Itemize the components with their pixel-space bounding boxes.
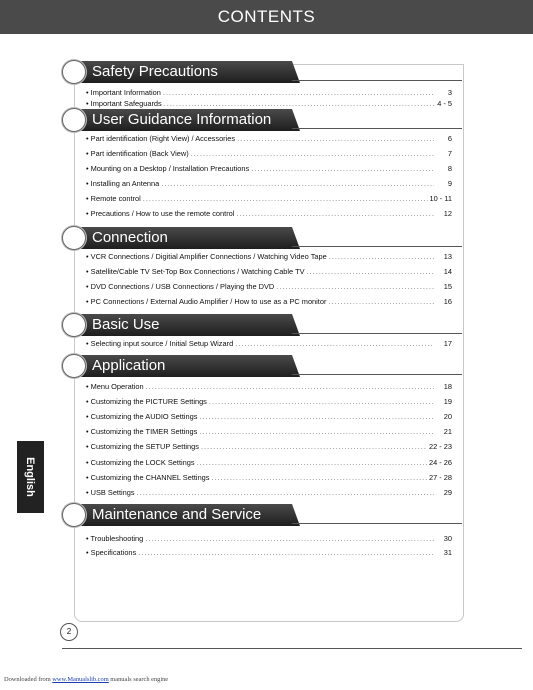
toc-entry-page: 3	[447, 88, 452, 97]
dot-leader	[138, 547, 434, 558]
footer	[4, 676, 168, 683]
circle-icon	[62, 503, 86, 527]
dot-leader	[146, 381, 434, 392]
page-title: CONTENTS	[217, 7, 316, 26]
toc-entry-label: • Important Information	[86, 88, 161, 97]
dot-leader	[209, 396, 434, 407]
circle-icon	[62, 60, 86, 84]
toc-entry-label: • Selecting input source / Initial Setup Wizard	[86, 339, 234, 348]
section-header-application	[62, 354, 305, 378]
toc-entry[interactable]	[86, 411, 452, 422]
toc-entry-page: 8	[447, 164, 452, 173]
toc-entry[interactable]	[86, 87, 452, 98]
section-title: User Guidance Information	[92, 111, 272, 128]
circle-icon	[62, 108, 86, 132]
toc-entry[interactable]	[86, 441, 452, 452]
toc-entry[interactable]	[86, 487, 452, 498]
toc-entry-page: 18	[443, 382, 452, 391]
header-bar	[0, 0, 533, 34]
section-title: Maintenance and Service	[92, 506, 262, 523]
toc-entry[interactable]	[86, 338, 452, 349]
toc-entry[interactable]	[86, 472, 452, 483]
toc-entry-page: 13	[443, 252, 452, 261]
toc-entry-page: 6	[447, 134, 452, 143]
dot-leader	[251, 163, 434, 174]
toc-entry-label: • Part identification (Right View) / Accessories	[86, 134, 236, 143]
toc-entry-label: • Specifications	[86, 548, 137, 557]
bottom-divider	[62, 648, 522, 649]
footer-prefix: Downloaded from	[4, 676, 51, 683]
toc-entry[interactable]	[86, 457, 452, 468]
toc-entry[interactable]	[86, 296, 452, 307]
section-title: Safety Precautions	[92, 63, 218, 80]
toc-entry-page: 22 - 23	[428, 442, 452, 451]
toc-entry-page: 20	[443, 412, 452, 421]
section-rule	[292, 128, 462, 129]
dot-leader	[137, 487, 434, 498]
toc-entry-page: 27 - 28	[428, 473, 452, 482]
toc-entry-label: • Customizing the AUDIO Settings	[86, 412, 198, 421]
section-header-safety-precautions	[62, 60, 305, 84]
toc-entry-label: • VCR Connections / Digitial Amplifier Connections / Watching Video Tape	[86, 252, 327, 261]
section-header-user-guidance-information	[62, 108, 305, 132]
dot-leader	[328, 296, 434, 307]
language-tab	[17, 441, 44, 513]
toc-entry-page: 21	[443, 427, 452, 436]
section-rule	[292, 246, 462, 247]
toc-entry-label: • Troubleshooting	[86, 534, 144, 543]
dot-leader	[161, 178, 434, 189]
toc-entry-page: 12	[443, 209, 452, 218]
toc-entry-page: 16	[443, 297, 452, 306]
section-rule	[292, 80, 462, 81]
toc-entry-label: • Part identification (Back View)	[86, 149, 189, 158]
section-rule	[292, 333, 462, 334]
toc-entry-label: • Customizing the TIMER Settings	[86, 427, 198, 436]
toc-entry-label: • Important Safeguards	[86, 99, 162, 108]
page-number: 2	[60, 623, 78, 641]
footer-link[interactable]: www.Manualslib.com	[52, 676, 109, 683]
toc-entry[interactable]	[86, 148, 452, 159]
footer-suffix: manuals search engine	[110, 676, 169, 683]
toc-entry[interactable]	[86, 381, 452, 392]
toc-entry[interactable]	[86, 547, 452, 558]
circle-icon	[62, 226, 86, 250]
toc-entry-label: • Remote control	[86, 194, 141, 203]
circle-icon	[62, 313, 86, 337]
section-header-maintenance-and-service	[62, 503, 305, 527]
toc-entry-page: 4 - 5	[437, 99, 452, 108]
toc-entry-label: • Customizing the CHANNEL Settings	[86, 473, 210, 482]
section-rule	[292, 523, 462, 524]
dot-leader	[329, 251, 434, 262]
toc-entry[interactable]	[86, 533, 452, 544]
dot-leader	[276, 281, 434, 292]
section-header-connection	[62, 226, 305, 250]
section-title: Basic Use	[92, 316, 160, 333]
circle-icon	[62, 354, 86, 378]
toc-entry[interactable]	[86, 266, 452, 277]
dot-leader	[236, 208, 434, 219]
dot-leader	[201, 441, 427, 452]
toc-entry-page: 30	[443, 534, 452, 543]
dot-leader	[199, 426, 434, 437]
dot-leader	[143, 193, 428, 204]
toc-entry-page: 9	[447, 179, 452, 188]
dot-leader	[163, 87, 434, 98]
toc-entry-label: • Customizing the LOCK Settings	[86, 458, 195, 467]
language-label: English	[24, 457, 36, 497]
dot-leader	[145, 533, 434, 544]
toc-entry-page: 29	[443, 488, 452, 497]
section-header-basic-use	[62, 313, 305, 337]
dot-leader	[199, 411, 434, 422]
toc-entry-page: 17	[443, 339, 452, 348]
dot-leader	[307, 266, 434, 277]
toc-entry[interactable]	[86, 178, 452, 189]
toc-entry-page: 15	[443, 282, 452, 291]
section-rule	[292, 374, 462, 375]
dot-leader	[191, 148, 434, 159]
toc-entry-page: 14	[443, 267, 452, 276]
toc-entry-label: • Menu Operation	[86, 382, 144, 391]
toc-entry[interactable]	[86, 281, 452, 292]
toc-entry-page: 24 - 26	[428, 458, 452, 467]
toc-entry-page: 19	[443, 397, 452, 406]
toc-entry-label: • PC Connections / External Audio Amplifier / How to use as a PC monitor	[86, 297, 327, 306]
toc-entry-page: 7	[447, 149, 452, 158]
toc-entry-label: • DVD Connections / USB Connections / Playing the DVD	[86, 282, 275, 291]
toc-entry[interactable]	[86, 193, 452, 204]
dot-leader	[212, 472, 427, 483]
toc-entry-page: 10 - 11	[429, 194, 452, 203]
dot-leader	[237, 133, 434, 144]
toc-entry-page: 31	[443, 548, 452, 557]
dot-leader	[235, 338, 434, 349]
section-title: Application	[92, 357, 166, 374]
toc-entry[interactable]	[86, 163, 452, 174]
toc-entry-label: • Installing an Antenna	[86, 179, 160, 188]
toc-entry[interactable]	[86, 251, 452, 262]
toc-entry-label: • Customizing the PICTURE Settings	[86, 397, 207, 406]
toc-entry-label: • Mounting on a Desktop / Installation Precautions	[86, 164, 250, 173]
toc-entry-label: • USB Settings	[86, 488, 135, 497]
toc-entry-label: • Precautions / How to use the remote control	[86, 209, 235, 218]
toc-entry-label: • Satellite/Cable TV Set-Top Box Connections / Watching Cable TV	[86, 267, 305, 276]
toc-entry[interactable]	[86, 133, 452, 144]
toc-entry[interactable]	[86, 396, 452, 407]
section-title: Connection	[92, 229, 168, 246]
toc-entry-label: • Customizing the SETUP Settings	[86, 442, 199, 451]
dot-leader	[197, 457, 427, 468]
toc-entry[interactable]	[86, 426, 452, 437]
toc-entry[interactable]	[86, 208, 452, 219]
